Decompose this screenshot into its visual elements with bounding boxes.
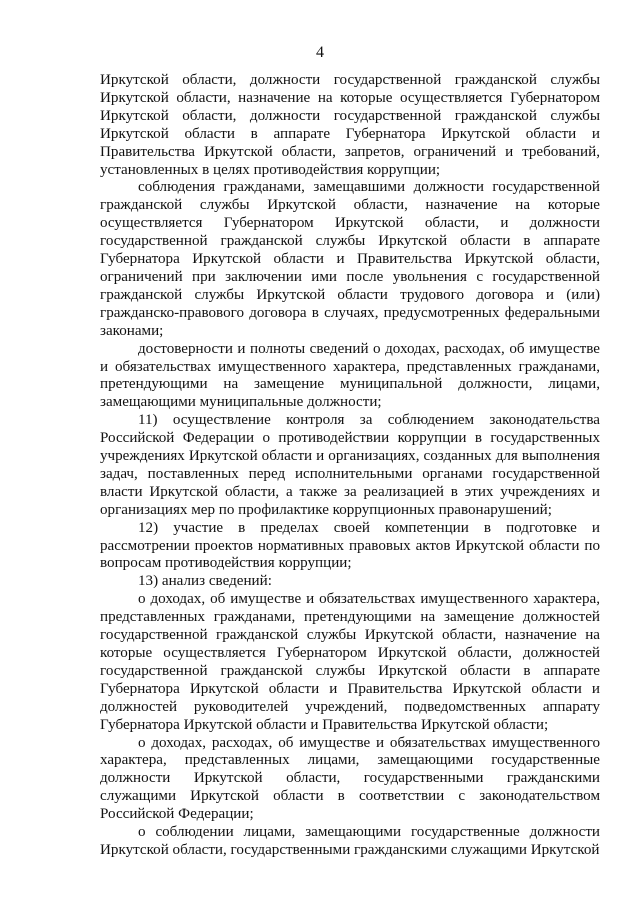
page-number: 4	[316, 44, 324, 61]
paragraph-continuation: Иркутской области, должности государственной гражданской службы Иркутской области, назначение на которые осуществляется Губернатором Иркутской области, должности государственной гражданской службы Иркутской области в аппарате Губернатора Иркутской области и Правительства Иркутской области, запретов, ограничений и требований, установленных в целях противодействия коррупции;	[100, 72, 600, 178]
document-body	[100, 72, 600, 860]
paragraph-item-11: 11) осуществление контроля за соблюдением законодательства Российской Федерации о противодействии коррупции в государственных учреждениях Иркутской области и организациях, созданных для выполнения задач, поставленных перед исполнительными органами государственной власти Иркутской области, а также за реализацией в этих учреждениях и организациях мер по профилактике коррупционных правонарушений;	[100, 412, 600, 518]
paragraph-income-officials: о доходах, расходах, об имуществе и обязательствах имущественного характера, представленных лицами, замещающими государственные должности Иркутской области, государственными гражданскими служащими Иркутской области в соответствии с законодательством Российской Федерации;	[100, 734, 600, 823]
paragraph-former-employees-restrictions: соблюдения гражданами, замещавшими должности государственной гражданской службы Иркутской области, назначение на которые осуществляется Губернатором Иркутской области, и должности государственной гражданской службы Иркутской области в аппарате Губернатора Иркутской области и Правительства Иркутской области, ограничений при заключении ими после увольнения с государственной гражданской службы Иркутской области трудового договора и (или) гражданско-правового договора в случаях, предусмотренных федеральными законами;	[100, 179, 600, 339]
paragraph-municipal-income-reliability: достоверности и полноты сведений о доходах, расходах, об имуществе и обязательствах имущественного характера, представленных гражданами, претендующими на замещение муниципальной должности, лицами, замещающими муниципальные должности;	[100, 340, 600, 411]
paragraph-compliance: о соблюдении лицами, замещающими государственные должности Иркутской области, государственными гражданскими служащими Иркутской	[100, 824, 600, 858]
paragraph-item-12: 12) участие в пределах своей компетенции в подготовке и рассмотрении проектов нормативных правовых актов Иркутской области по вопросам противодействия коррупции;	[100, 519, 600, 572]
paragraph-income-candidates: о доходах, об имуществе и обязательствах имущественного характера, представленных гражданами, претендующими на замещение должностей государственной гражданской службы Иркутской области, назначение на которые осуществляется Губернатором Иркутской области, должностей государственной гражданской службы Иркутской области в аппарате Губернатора Иркутской области и Правительства Иркутской области и должностей руководителей учреждений, подведомственных аппарату Губернатора Иркутской области и Правительства Иркутской области;	[100, 591, 600, 733]
paragraph-item-13: 13) анализ сведений:	[138, 573, 272, 590]
